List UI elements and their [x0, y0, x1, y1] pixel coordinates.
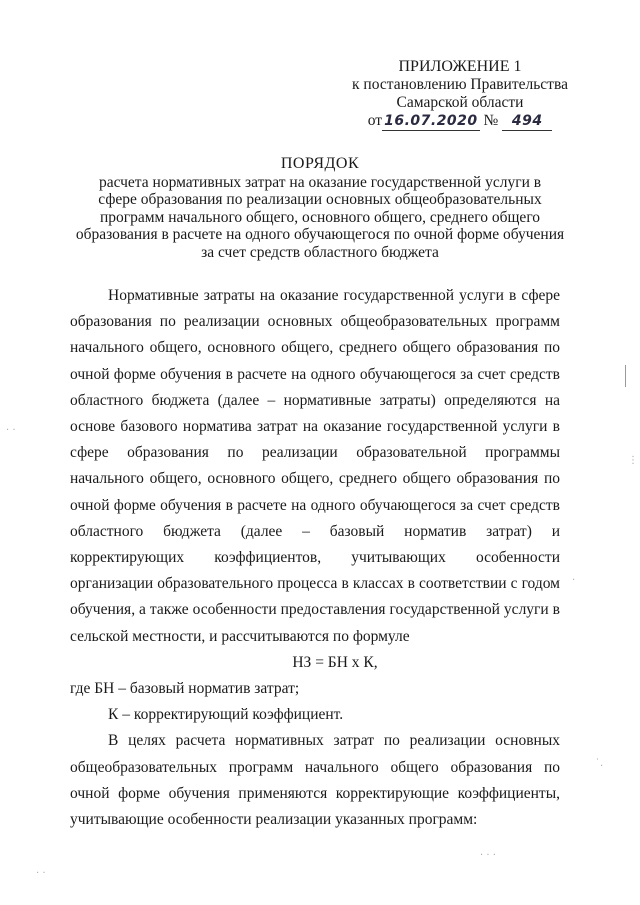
formula: НЗ = БН х К,: [292, 653, 378, 671]
appendix-header: [340, 58, 580, 131]
scan-speck-bottom-left: · ·: [36, 868, 46, 879]
subtitle-line-3: программ начального общего, основного общего, среднего общего: [99, 208, 541, 226]
paragraph-2: В целях расчета нормативных затрат по реализации основных общеобразовательных программ начального общего образования по очной форме обучения применяются корректирующие коэффициенты, учитывающие особенности реализации указанных программ:: [70, 732, 560, 829]
appendix-line-1: к постановлению Правительства: [352, 76, 568, 93]
document-body: [70, 283, 560, 833]
subtitle-line-4: образования в расчете на одного обучающегося по очной форме обучения: [75, 226, 565, 244]
scan-speck-right-3: ˙.: [595, 758, 604, 769]
number-label: №: [483, 112, 499, 129]
appendix-line-2: Самарской области: [396, 94, 524, 111]
paragraph-1: Нормативные затраты на оказание государственной услуги в сфере образования по реализации основных общеобразовательных программ начального общего, основного общего, среднего общего образования по очной форме обучения в расчете на одного обучающегося за счет средств областного бюджета (далее – нормативные затраты) определяются на основе базового норматива затрат на оказание государственной услуги в сфере образования по реализации образовательной программы начального общего, основного общего, среднего общего образования по очной форме обучения в расчете на одного обучающегося за счет средств областного бюджета (далее – базовый норматив затрат) и корректирующих коэффициентов, учитывающих особенности организации образовательного процесса в классах в соответствии с годом обучения, а также особенности предоставления государственной услуги в сельской местности, и рассчитываются по формуле: [70, 287, 560, 645]
scan-speck-left: · ·: [6, 425, 16, 436]
scan-speck-bottom-right: · · ·: [480, 850, 496, 861]
scan-speck-right-2: ·: [572, 575, 576, 586]
subtitle-line-5: за счет средств областного бюджета: [201, 243, 439, 261]
document-title: ПОРЯДОК: [280, 155, 360, 172]
k-definition: К – корректирующий коэффициент.: [108, 706, 344, 724]
appendix-heading: ПРИЛОЖЕНИЕ 1: [398, 58, 522, 75]
handwritten-number: 494: [502, 112, 552, 131]
where-definition: где БН – базовый норматив затрат;: [70, 680, 300, 698]
subtitle-line-1: расчета нормативных затрат на оказание государственной услуги в: [98, 173, 542, 191]
subtitle-line-2: сфере образования по реализации основных общеобразовательных: [98, 191, 542, 209]
from-label: от: [367, 112, 383, 129]
document-title-block: [60, 155, 580, 262]
scan-mark-right: [625, 365, 626, 387]
appendix-date-line: [340, 112, 580, 131]
scan-speck-right: ⋮: [628, 455, 638, 466]
handwritten-date: 16.07.2020: [384, 113, 478, 129]
